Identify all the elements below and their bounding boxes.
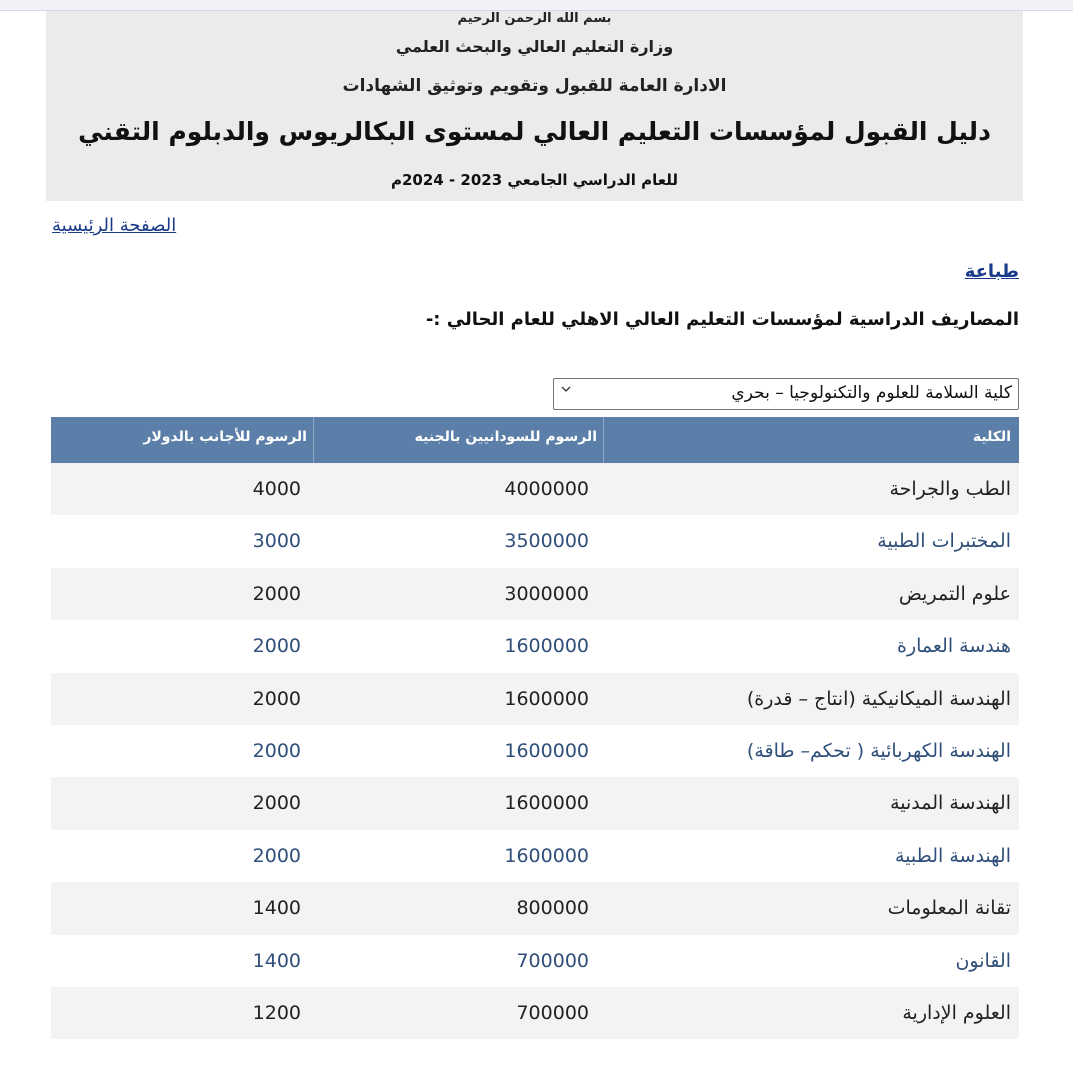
section-title: المصاريف الدراسية لمؤسسات التعليم العالي الاهلي للعام الحالي :-	[425, 309, 1019, 330]
faculty-name: الهندسة الطبية	[895, 844, 1011, 867]
sdg-fee: 3500000	[504, 530, 589, 553]
usd-fee: 2000	[252, 792, 301, 815]
sdg-fee: 1600000	[504, 792, 589, 815]
faculty-name: الهندسة الكهربائية ( تحكم– طاقة)	[746, 739, 1011, 762]
faculty-name: تقانة المعلومات	[887, 897, 1011, 920]
college-select-value: كلية السلامة للعلوم والتكنولوجيا – بحري	[731, 383, 1012, 403]
ministry-name: وزارة التعليم العالي والبحث العلمي	[395, 37, 674, 56]
table-row	[51, 882, 1019, 934]
basmala: بسم الله الرحمن الرحيم	[457, 11, 612, 26]
home-link[interactable]: الصفحة الرئيسية	[52, 215, 177, 236]
faculty-name: العلوم الإدارية	[902, 1001, 1011, 1024]
table-row	[51, 987, 1019, 1039]
chevron-down-icon	[560, 383, 572, 399]
header-faculty: الكلية	[603, 417, 1019, 463]
table-row	[51, 725, 1019, 777]
faculty-name: القانون	[955, 949, 1011, 972]
usd-fee: 1400	[252, 897, 301, 920]
page-title: دليل القبول لمؤسسات التعليم العالي لمستوى البكالريوس والدبلوم التقني	[78, 117, 991, 146]
usd-fee: 2000	[252, 582, 301, 605]
sdg-fee: 700000	[516, 1001, 589, 1024]
print-link[interactable]: طباعة	[964, 261, 1019, 282]
table-row	[51, 673, 1019, 725]
table-row	[51, 463, 1019, 515]
usd-fee: 3000	[252, 530, 301, 553]
sdg-fee: 1600000	[504, 635, 589, 658]
faculty-name: الهندسة الميكانيكية (انتاج – قدرة)	[746, 687, 1011, 710]
sdg-fee: 700000	[516, 949, 589, 972]
usd-fee: 2000	[252, 635, 301, 658]
usd-fee: 2000	[252, 739, 301, 762]
directorate-name: الادارة العامة للقبول وتقويم وتوثيق الشهادات	[342, 76, 727, 96]
faculty-name: هندسة العمارة	[896, 635, 1011, 658]
table-row	[51, 935, 1019, 987]
header-usd-fees: الرسوم للأجانب بالدولار	[143, 429, 307, 445]
sdg-fee: 1600000	[504, 687, 589, 710]
sdg-fee: 1600000	[504, 739, 589, 762]
header-sdg-fees: الرسوم للسودانيين بالجنيه	[313, 417, 603, 463]
table-row	[51, 568, 1019, 620]
table-row	[51, 620, 1019, 672]
faculty-name: علوم التمريض	[898, 582, 1011, 605]
sdg-fee: 1600000	[504, 844, 589, 867]
usd-fee: 1200	[252, 1001, 301, 1024]
table-row	[51, 515, 1019, 567]
college-select[interactable]	[553, 378, 1019, 410]
fees-table-header	[51, 417, 1019, 463]
usd-fee: 2000	[252, 687, 301, 710]
sdg-fee: 3000000	[504, 582, 589, 605]
page-header	[46, 11, 1023, 201]
fees-table-body	[51, 463, 1019, 1039]
table-row	[51, 830, 1019, 882]
sdg-fee: 4000000	[504, 478, 589, 500]
faculty-name: الهندسة المدنية	[890, 792, 1011, 815]
faculty-name: الطب والجراحة	[889, 478, 1011, 500]
sdg-fee: 800000	[516, 897, 589, 920]
browser-top-strip	[0, 0, 1073, 11]
usd-fee: 1400	[252, 949, 301, 972]
faculty-name: المختبرات الطبية	[877, 530, 1011, 553]
usd-fee: 2000	[252, 844, 301, 867]
academic-year: للعام الدراسي الجامعي 2023 - 2024م	[391, 171, 678, 189]
main-content	[46, 201, 1023, 1080]
table-row	[51, 777, 1019, 829]
usd-fee: 4000	[252, 478, 301, 500]
